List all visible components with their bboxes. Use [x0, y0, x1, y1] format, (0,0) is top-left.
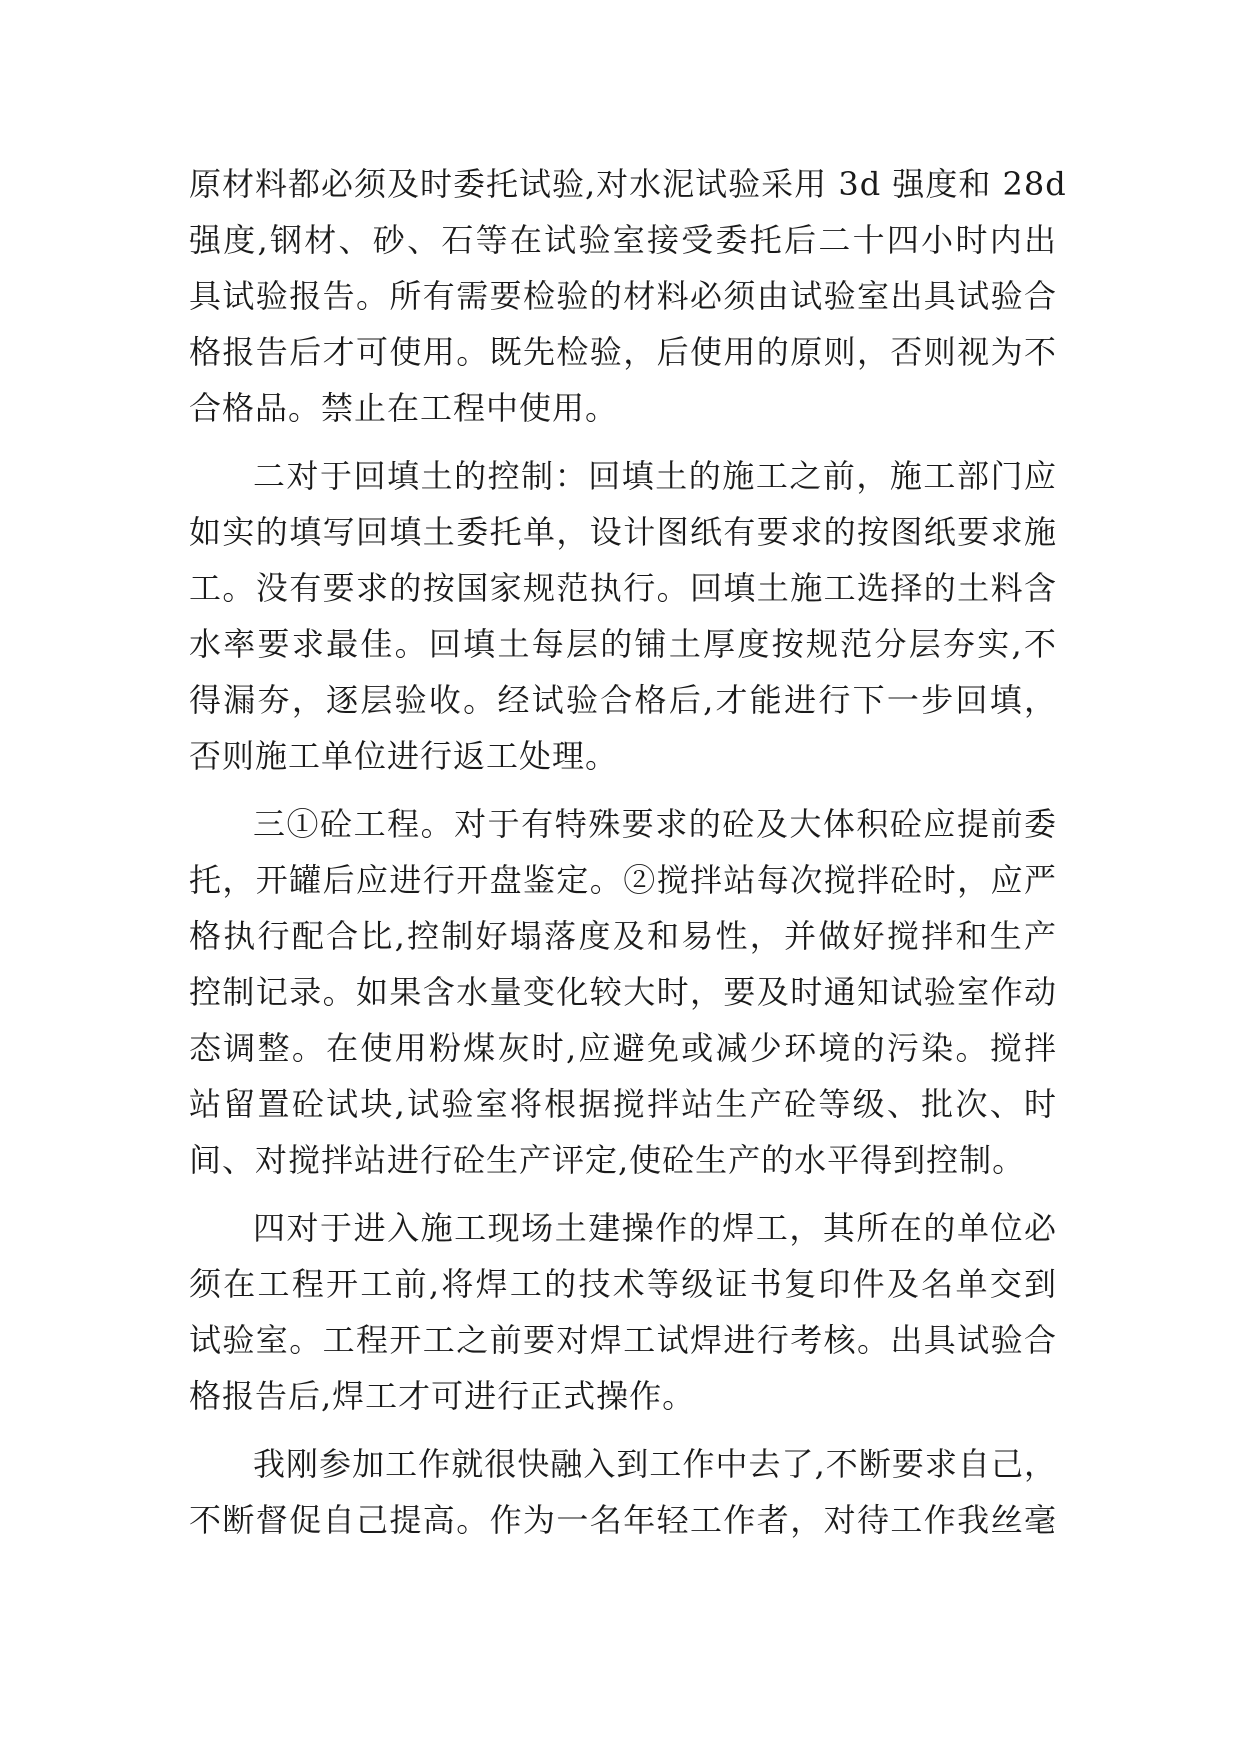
text-line: 合格品。禁止在工程中使用。: [189, 389, 619, 427]
text-line: 托，开罐后应进行开盘鉴定。②搅拌站每次搅拌砼时，应严: [189, 861, 1057, 899]
text-line: 试验室。工程开工之前要对焊工试焊进行考核。出具试验合: [189, 1321, 1057, 1359]
text-line: 四对于进入施工现场土建操作的焊工，其所在的单位必: [253, 1209, 1057, 1247]
document-body: [189, 156, 1067, 1548]
text-line: 态调整。在使用粉煤灰时,应避免或减少环境的污染。搅拌: [189, 1029, 1057, 1067]
text-line: 如实的填写回填土委托单，设计图纸有要求的按图纸要求施: [189, 513, 1057, 551]
paragraph-materials: [189, 156, 1067, 436]
text-line: 二对于回填土的控制：回填土的施工之前，施工部门应: [253, 457, 1057, 495]
paragraph-personal: [189, 1436, 1057, 1548]
text-line: 具试验报告。所有需要检验的材料必须由试验室出具试验合: [189, 277, 1057, 315]
paragraph-backfill: [189, 448, 1057, 784]
text-line: 否则施工单位进行返工处理。: [189, 737, 619, 775]
text-line: 强度,钢材、砂、石等在试验室接受委托后二十四小时内出: [189, 221, 1057, 259]
text-line: 我刚参加工作就很快融入到工作中去了,不断要求自己，: [253, 1445, 1057, 1483]
text-line: 工。没有要求的按国家规范执行。回填土施工选择的土料含: [189, 569, 1057, 607]
paragraph-concrete: [189, 796, 1057, 1188]
text-line: 格报告后,焊工才可进行正式操作。: [189, 1377, 696, 1415]
text-line: 格执行配合比,控制好塌落度及和易性，并做好搅拌和生产: [189, 917, 1057, 955]
text-line: 原材料都必须及时委托试验,对水泥试验采用 3d 强度和 28d: [189, 165, 1067, 203]
text-line: 得漏夯，逐层验收。经试验合格后,才能进行下一步回填，: [189, 681, 1057, 719]
text-line: 水率要求最佳。回填土每层的铺土厚度按规范分层夯实,不: [189, 625, 1057, 663]
text-line: 须在工程开工前,将焊工的技术等级证书复印件及名单交到: [189, 1265, 1057, 1303]
text-line: 格报告后才可使用。既先检验，后使用的原则，否则视为不: [189, 333, 1057, 371]
text-line: 间、对搅拌站进行砼生产评定,使砼生产的水平得到控制。: [189, 1141, 1026, 1179]
text-line: 控制记录。如果含水量变化较大时，要及时通知试验室作动: [189, 973, 1057, 1011]
text-line: 不断督促自己提高。作为一名年轻工作者，对待工作我丝毫: [189, 1501, 1057, 1539]
text-line: 站留置砼试块,试验室将根据搅拌站生产砼等级、批次、时: [189, 1085, 1057, 1123]
text-line: 三①砼工程。对于有特殊要求的砼及大体积砼应提前委: [253, 805, 1057, 843]
paragraph-welders: [189, 1200, 1057, 1424]
